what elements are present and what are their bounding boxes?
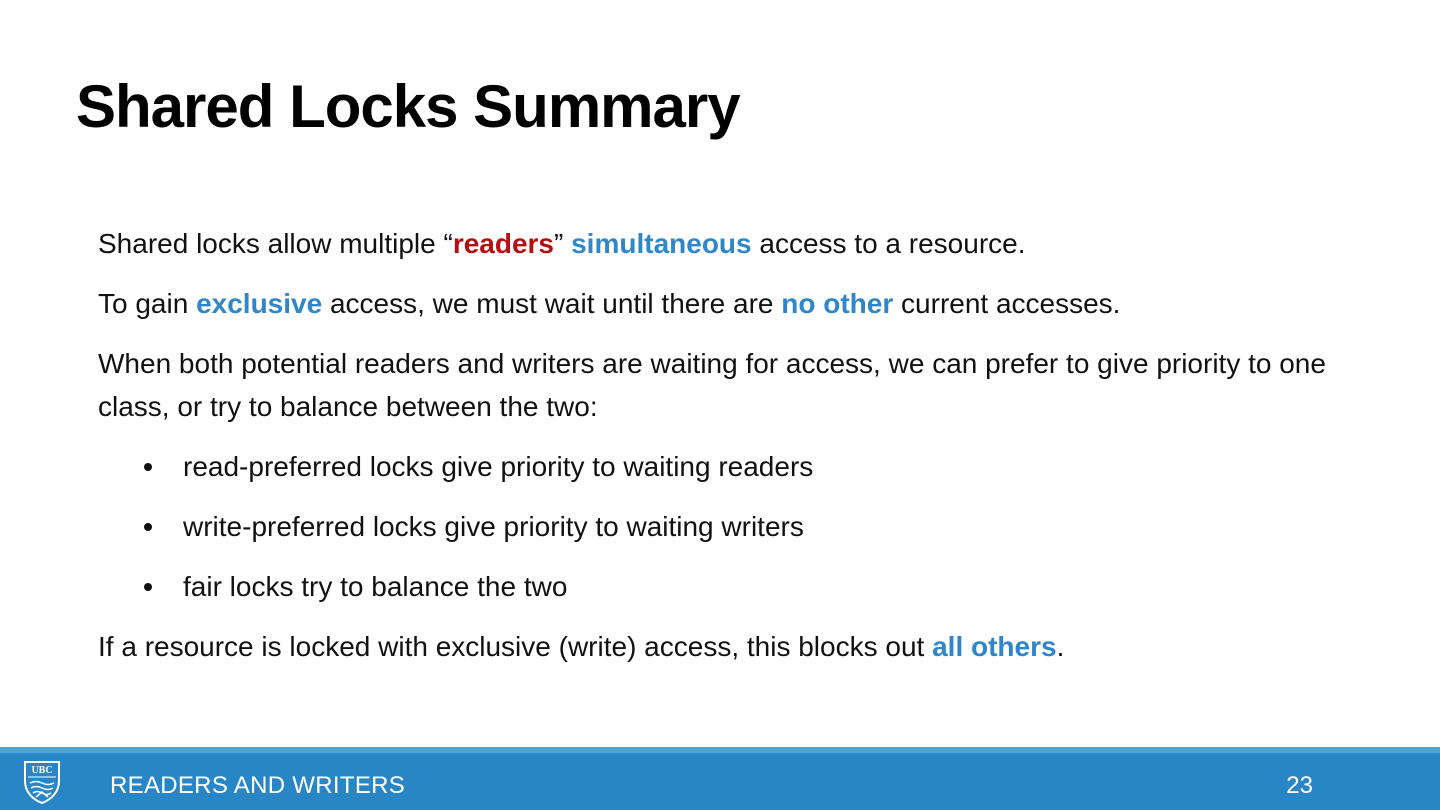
footer-bar [0, 753, 1440, 810]
list-item [98, 505, 1358, 548]
logo-text: UBC [31, 765, 53, 776]
bullet-text: fair locks try to balance the two [183, 571, 568, 602]
emphasis-readers: readers [452, 228, 554, 259]
bullet-icon [144, 463, 152, 471]
bullet-list [98, 445, 1358, 608]
emphasis-exclusive: exclusive [196, 288, 323, 319]
bullet-text: write-preferred locks give priority to waiting writers [183, 511, 804, 542]
text: current accesses. [893, 288, 1121, 319]
text: . [1056, 631, 1065, 662]
slide-body [98, 222, 1358, 685]
text: Shared locks allow multiple “ [98, 228, 453, 259]
text: ” [554, 228, 572, 259]
bullet-icon [144, 583, 152, 591]
bullet-icon [144, 523, 152, 531]
paragraph-shared-locks [98, 222, 1358, 265]
list-item [98, 445, 1358, 488]
paragraph-priority: When both potential readers and writers are waiting for access, we can prefer to give priority to one class, or try to balance between the two: [98, 348, 1326, 422]
paragraph-blocks-others [98, 625, 1358, 668]
text: If a resource is locked with exclusive (write) access, this blocks out [98, 631, 933, 662]
emphasis-no-other: no other [781, 288, 894, 319]
slide-title: Shared Locks Summary [76, 73, 740, 140]
paragraph-exclusive-access [98, 282, 1358, 325]
bullet-text: read-preferred locks give priority to waiting readers [183, 451, 814, 482]
page-number: 23 [1286, 772, 1313, 799]
ubc-crest-icon [22, 759, 62, 805]
text: To gain [98, 288, 197, 319]
emphasis-simultaneous: simultaneous [571, 228, 752, 259]
emphasis-all-others: all others [932, 631, 1057, 662]
list-item [98, 565, 1358, 608]
text: access to a resource. [751, 228, 1026, 259]
footer-section-title: READERS AND WRITERS [110, 772, 406, 799]
text: access, we must wait until there are [322, 288, 782, 319]
